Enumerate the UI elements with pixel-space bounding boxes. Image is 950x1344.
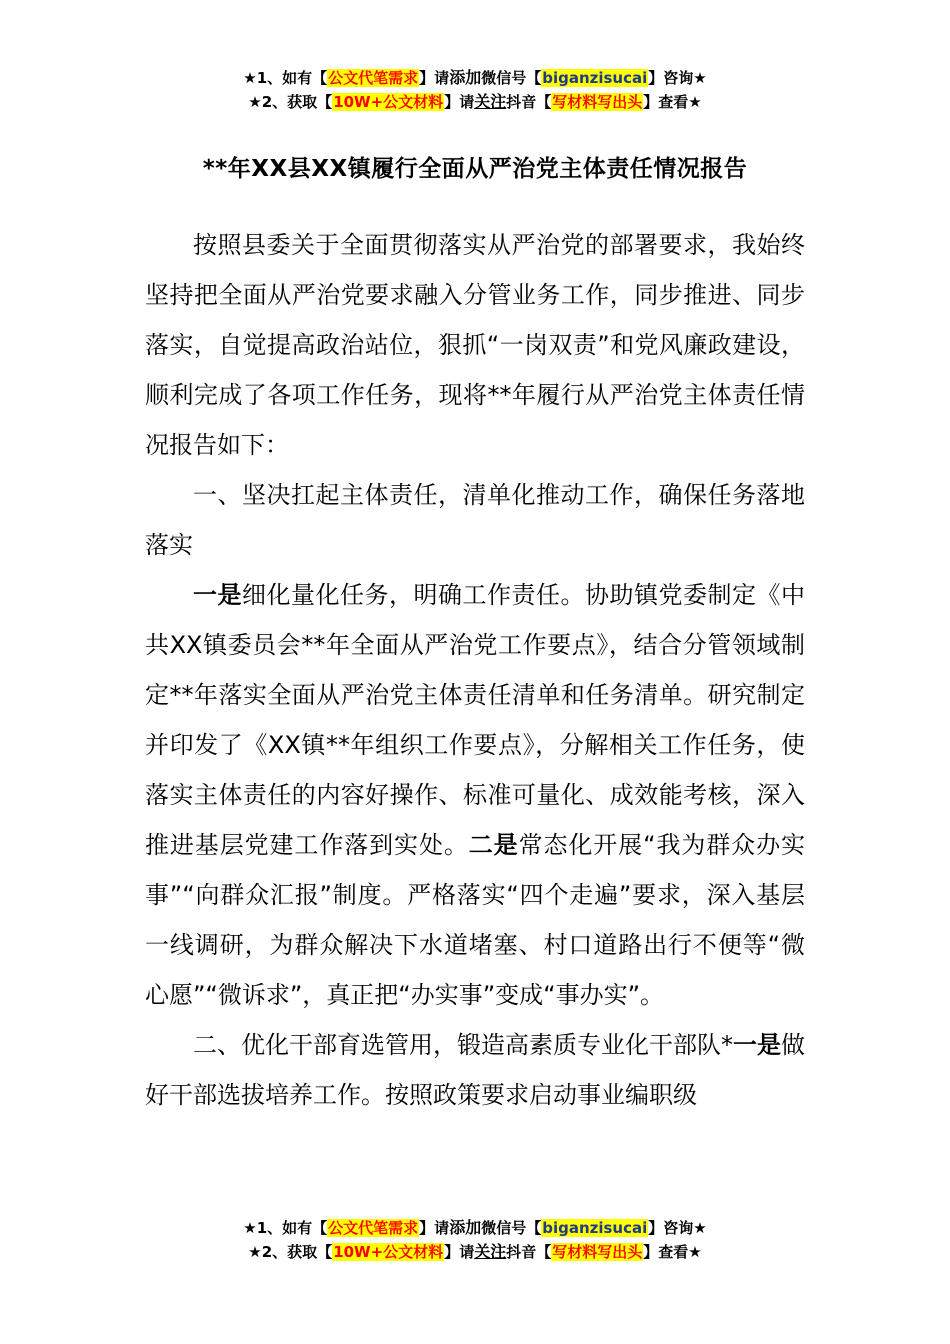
top-banner — [0, 66, 950, 114]
highlight-materials: 10W+公文材料 — [333, 93, 444, 111]
section-heading-2-paragraph: 二、优化干部育选管用，锻造高素质专业化干部队*一是做好干部选拔培养工作。按照政策要求启动事业编职级 — [145, 1031, 805, 1109]
highlight-douyin: 写材料写出头 — [552, 93, 643, 111]
banner-line-1: ★1、如有【公文代笔需求】请添加微信号【biganzisucai】咨询★ — [243, 68, 707, 87]
highlight-materials: 10W+公文材料 — [333, 1243, 444, 1261]
highlight-service: 公文代笔需求 — [328, 1219, 419, 1237]
banner-line-2: ★2、获取【10W+公文材料】请关注抖音【写材料写出头】查看★ — [248, 92, 702, 111]
banner-line-1-bottom: ★1、如有【公文代笔需求】请添加微信号【biganzisucai】咨询★ — [243, 1218, 707, 1237]
section-heading-1: 一、坚决扛起主体责任，清单化推动工作，确保任务落地落实 — [145, 481, 805, 559]
intro-paragraph: 按照县委关于全面贯彻落实从严治党的部署要求，我始终坚持把全面从严治党要求融入分管业务工作，同步推进、同步落实，自觉提高政治站位，狠抓“一岗双责”和党风廉政建设，顺利完成了各项工作任务，现将**年履行从严治党主体责任情况报告如下： — [145, 231, 805, 459]
banner-line-2-bottom: ★2、获取【10W+公文材料】请关注抖音【写材料写出头】查看★ — [248, 1242, 702, 1261]
highlight-service: 公文代笔需求 — [328, 69, 419, 87]
highlight-wechat-id: biganzisucai — [542, 69, 648, 87]
document-body — [145, 220, 805, 1120]
highlight-douyin: 写材料写出头 — [552, 1243, 643, 1261]
document-title: **年XX县XX镇履行全面从严治党主体责任情况报告 — [202, 156, 748, 182]
section-1-paragraph: 一是细化量化任务，明确工作责任。协助镇党委制定《中共XX镇委员会**年全面从严治党工作要点》，结合分管领域制定**年落实全面从严治党主体责任清单和任务清单。研究制定并印发了《XX镇**年组织工作要点》，分解相关工作任务，使落实主体责任的内容好操作、标准可量化、成效能考核，深入推进基层党建工作落到实处。二是常态化开展“我为群众办实事”“向群众汇报”制度。严格落实“四个走遍”要求，深入基层一线调研，为群众解决下水道堵塞、村口道路出行不便等“微心愿”“微诉求”，真正把“办实事”变成“事办实”。 — [145, 581, 805, 1009]
bottom-banner — [0, 1216, 950, 1264]
highlight-wechat-id: biganzisucai — [542, 1219, 648, 1237]
